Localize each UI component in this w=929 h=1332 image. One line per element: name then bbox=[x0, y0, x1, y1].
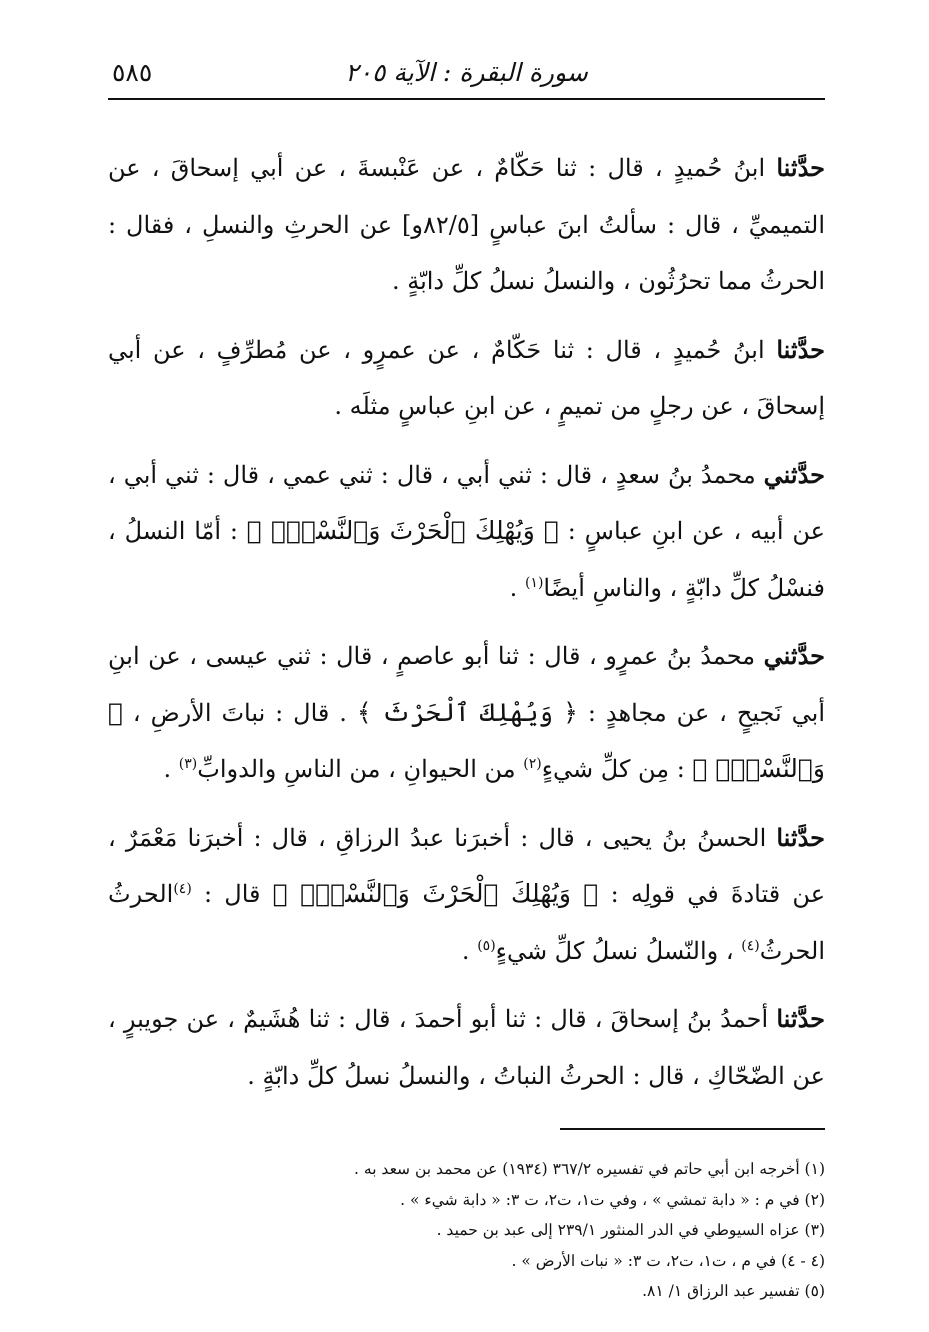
page-number: ٥٨٥ bbox=[112, 58, 153, 87]
hadith-paragraph bbox=[108, 140, 825, 310]
quran-quote: ﴿ وَيُهْلِكَ ٱلْحَرْثَ وَٱلنَّسْلَۗ ﴾ bbox=[246, 516, 559, 545]
quran-quote: ﴿ وَيُهْلِكَ ٱلْحَرْثَ ﴾ bbox=[356, 697, 578, 727]
quran-quote: ﴿ وَيُهْلِكَ ٱلْحَرْثَ وَٱلنَّسْلَۗ ﴾ bbox=[272, 879, 599, 908]
running-title: سورة البقرة : الآية ٢٠٥ bbox=[345, 58, 588, 87]
hadith-paragraph bbox=[108, 810, 825, 980]
quran-quote: ﴿ وَٱلنَّسْلَۗ ﴾ bbox=[108, 697, 825, 783]
footnote-reference: (١) bbox=[524, 574, 544, 591]
footnotes bbox=[108, 1154, 825, 1307]
hadith-paragraph bbox=[108, 991, 825, 1104]
footnote-reference: (٣) bbox=[178, 756, 198, 772]
narration-opener: حدَّثنا bbox=[776, 153, 825, 182]
paragraph-text: الحرثُ الحرثُ bbox=[108, 880, 825, 965]
paragraph-text: : مِن كلِّ شيءٍ bbox=[541, 755, 693, 783]
footnote-reference: (٢) bbox=[523, 756, 542, 772]
paragraph-text: : أمّا النسلُ ، فنسْلُ كلِّ دابّةٍ ، والناسِ أيضًا bbox=[108, 517, 825, 602]
paragraph-text: محمدُ بنُ سعدٍ ، قال : ثني أبي ، قال : ثني عمي ، قال : ثني أبي ، عن أبيه ، عن ابنِ عباسٍ : bbox=[108, 460, 825, 545]
paragraph-text: أحمدُ بنُ إسحاقَ ، قال : ثنا أبو أحمدَ ، قال : ثنا هُشَيمٌ ، عن جويبرٍ ، عن الضّحّاكِ ، قال : الحرثُ النباتُ ، والنسلُ نسلُ كلِّ دابّةٍ . bbox=[108, 1005, 825, 1090]
footnote: (٥) تفسير عبد الرزاق ١/ ٨١. bbox=[642, 1282, 825, 1300]
footnote: (٢) في م : « دابة تمشي » ، وفي ت١، ت٢، ت ٣: « دابة شيء » . bbox=[400, 1190, 825, 1209]
footnote-reference: (٤) bbox=[173, 881, 192, 897]
hadith-paragraph bbox=[108, 322, 825, 435]
paragraph-text: قال : bbox=[191, 880, 273, 908]
paragraph-text: ، والنّسلُ نسلُ كلِّ شيءٍ bbox=[495, 936, 742, 965]
paragraph-text: . bbox=[461, 936, 478, 965]
paragraph-text: ابنُ حُميدٍ ، قال : ثنا حَكّامٌ ، عن عمرٍو ، عن مُطرِّفٍ ، عن أبي إسحاقَ ، عن رجلٍ من تميمٍ ، عن ابنِ عباسٍ مثلَه . bbox=[108, 335, 825, 420]
paragraph-text: ابنُ حُميدٍ ، قال : ثنا حَكّامٌ ، عن عَنْبسةَ ، عن أبي إسحاقَ ، عن التميميِّ ، قال : سألتُ ابنَ عباسٍ [٨٢/٥و] عن الحرثِ والنسلِ ، فقال : الحرثُ مما تحرُثُون ، والنسلُ نسلُ كلِّ دابّةٍ . bbox=[108, 154, 825, 295]
hadith-paragraph bbox=[108, 628, 825, 798]
narration-opener: حدَّثنا bbox=[776, 822, 825, 852]
paragraph-text: . bbox=[509, 573, 525, 602]
book-page bbox=[108, 46, 825, 1316]
paragraph-text: . bbox=[163, 755, 179, 783]
paragraph-text: محمدُ بنُ عمرٍو ، قال : ثنا أبو عاصمٍ ، قال : ثني عيسى ، عن ابنِ أبي نَجيحٍ ، عن مجاهدٍ : bbox=[108, 642, 825, 727]
running-header bbox=[108, 46, 825, 100]
footnote: (٣) عزاه السيوطي في الدر المنثور ٢٣٩/١ إلى عبد بن حميد . bbox=[436, 1221, 825, 1239]
paragraph-text: من الحيوانِ ، من الناسِ والدوابِّ bbox=[197, 755, 524, 783]
footnote: (١) أخرجه ابن أبي حاتم في تفسيره ٣٦٧/٢ (١٩٣٤) عن محمد بن سعد به . bbox=[354, 1160, 825, 1178]
footnote-reference: (٤) bbox=[741, 937, 760, 954]
narration-opener: حدَّثنا bbox=[776, 1004, 825, 1033]
narration-opener: حدَّثنا bbox=[776, 334, 825, 364]
footnote: (٤ - ٤) في م ، ت١، ت٢، ت ٣: « نبات الأرض » . bbox=[511, 1251, 825, 1270]
body-text bbox=[108, 140, 825, 1104]
paragraph-text: الحسنُ بنُ يحيى ، قال : أخبرَنا عبدُ الرزاقِ ، قال : أخبرَنا مَعْمَرٌ ، عن قتادةَ في قولِه : bbox=[108, 823, 826, 908]
narration-opener: حدَّثني bbox=[763, 641, 825, 670]
footnote-divider bbox=[560, 1128, 825, 1130]
footnote-reference: (٥) bbox=[477, 937, 496, 954]
paragraph-text: . قال : نباتَ الأرضِ ، bbox=[123, 698, 357, 727]
narration-opener: حدَّثني bbox=[763, 459, 825, 489]
hadith-paragraph bbox=[108, 447, 825, 617]
